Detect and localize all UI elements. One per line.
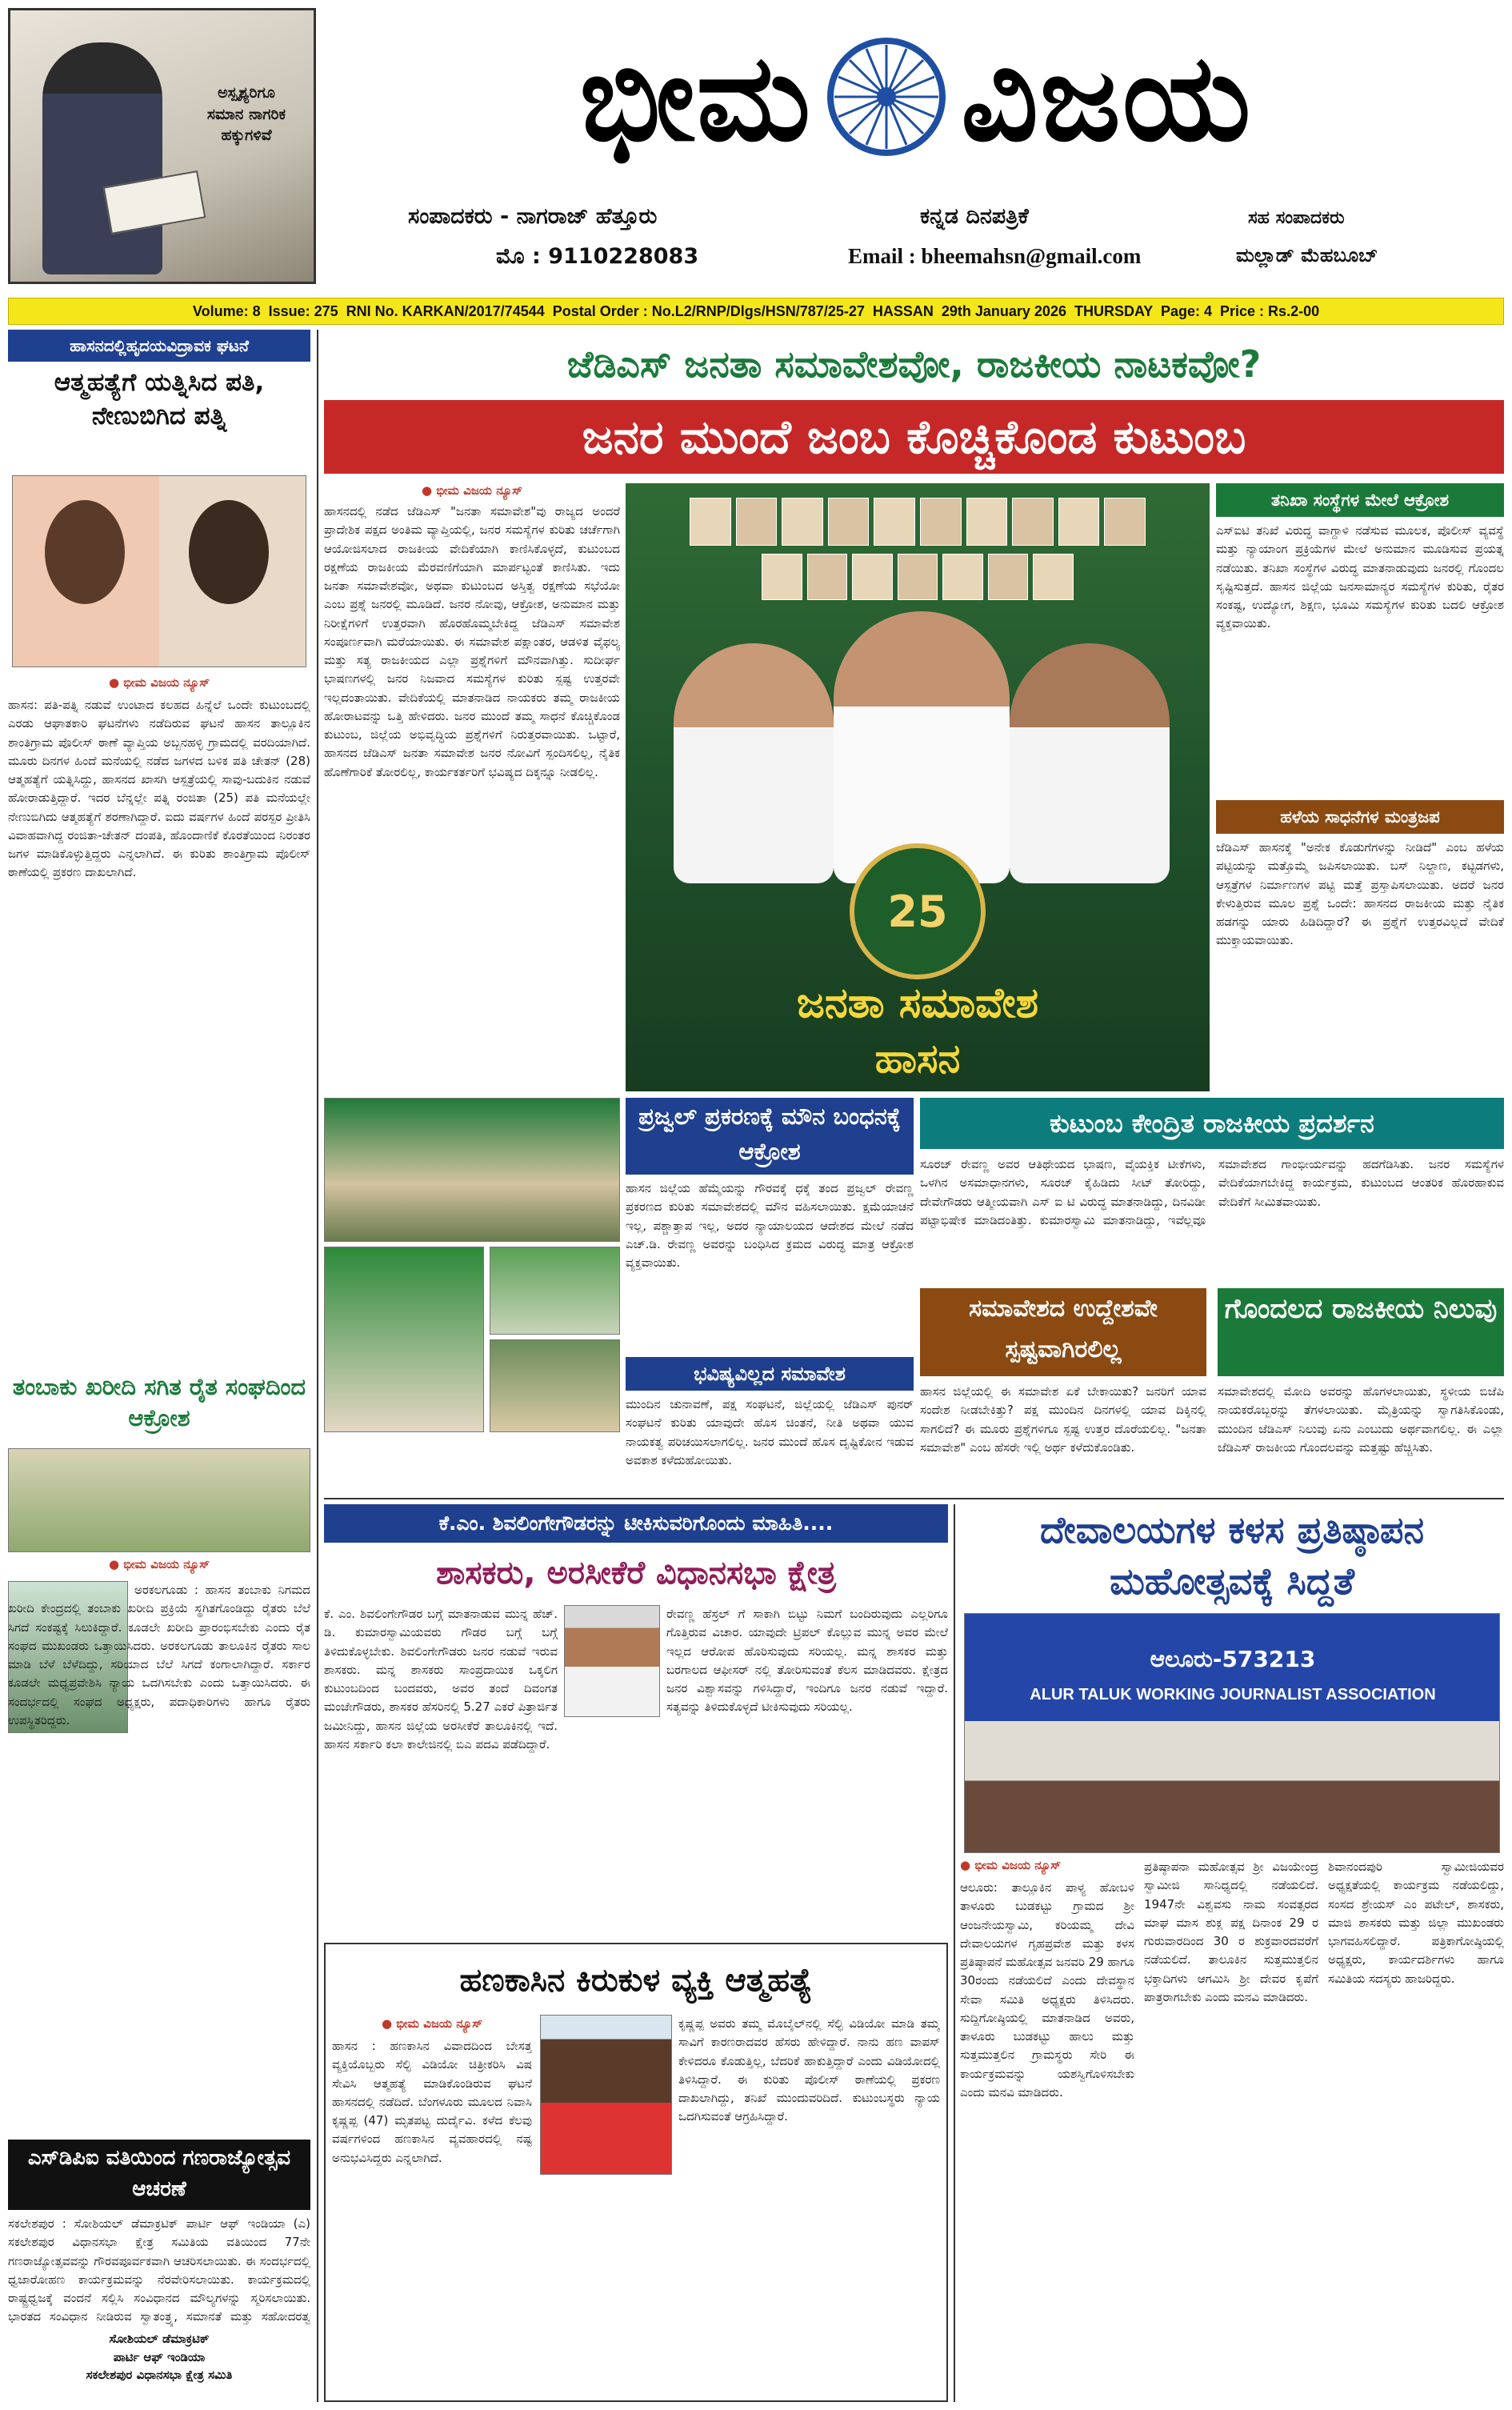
right-sub-1-heading: ತನಿಖಾ ಸಂಸ್ಥೆಗಳ ಮೇಲೆ ಆಕ್ರೋಶ	[1216, 483, 1504, 517]
title-right: ವಿಜಯ	[961, 28, 1253, 168]
rally-photo-2	[324, 1247, 484, 1432]
lead-kicker: ಜೆಡಿಎಸ್ ಜನತಾ ಸಮಾವೇಶವೋ, ರಾಜಕೀಯ ನಾಟಕವೋ?	[566, 342, 1262, 386]
couple-photo	[12, 475, 306, 667]
portrait-figure	[42, 42, 162, 274]
right-sub-2-heading: ಹಳೆಯ ಸಾಧನೆಗಳ ಮಂತ್ರಜಪ	[1216, 800, 1504, 834]
suicide-headline: ಹಣಕಾಸಿನ ಕಿರುಕುಳ ವ್ಯಕ್ತಿ ಆತ್ಮಹತ್ಯೆ	[459, 1962, 813, 1999]
rally-photo-3	[490, 1247, 620, 1335]
poster-leaders-row-2	[762, 554, 1074, 600]
left-headline-1: ಆತ್ಮಹತ್ಯೆಗೆ ಯತ್ನಿಸಿದ ಪತಿ, ನೇಣುಬಿಗಿದ ಪತ್ನಿ	[54, 368, 265, 430]
left-headline-2: ತಂಬಾಕು ಖರೀದಿ ಸಗಿತ ರೈತ ಸಂಘದಿಂದ ಆಕ್ರೋಶ	[12, 1373, 306, 1432]
prajwal-body: ಹಾಸನ ಜಿಲ್ಲೆಯ ಹೆಮ್ಮೆಯನ್ನು ಗೌರವಕ್ಕೆ ಧಕ್ಕೆ ತಂದ ಪ್ರಜ್ವಲ್ ರೇವಣ್ಣ ಪ್ರಕರಣದ ಕುರಿತು ಸಮಾವೇಶದಲ್ಲಿ ಮೌನ ವಹಿಸಲಾಯಿತು. ಕ್ಷಮೆಯಾಚನೆ ಇಲ್ಲ, ಪಶ್ಚಾತ್ತಾಪ ಇಲ್ಲ, ಅದರ ನ್ಯಾಯಾಲಯದ ಆದೇಶದ ಮೇಲೆ ನಡೆದ ಎಚ್.ಡಿ. ರೇವಣ್ಣ ಅವರನ್ನು ಬಂಧಿಸಿದ ಕ್ರಮದ ವಿರುದ್ಧ ಮಾತ್ರ ಆಕ್ರೋಶ ವ್ಯಕ್ತವಾಯಿತು.	[626, 1181, 914, 1270]
badge-number: 25	[887, 886, 948, 937]
sign-line-3: ಸಕಲೇಶಪುರ ವಿಧಾನಸಭಾ ಕ್ಷೇತ್ರ ಸಮಿತಿ	[86, 2368, 233, 2382]
poster-leader-right	[1010, 643, 1170, 883]
byline-1: ● ಭೀಮ ವಿಜಯ ನ್ಯೂಸ್	[8, 675, 310, 690]
temple-body-b: ಪ್ರತಿಷ್ಠಾಪನಾ ಮಹೋತ್ಸವ ಶ್ರೀ ವಿಜಯೇಂದ್ರ ಸ್ವಾಮೀಜಿ ಸಾನಿಧ್ಯದಲ್ಲಿ ನಡೆಯಲಿದೆ. 1947ನೇ ವಿಶ್ವವಸು ನಾಮ ಸಂವತ್ಸರದ ಮಾಘ ಮಾಸ ಶುಕ್ಲ ಪಕ್ಷ ದಿನಾಂಕ 29 ರ ಗುರುವಾರದಿಂದ 30 ರ ಶುಕ್ರವಾರದವರೆಗೆ ನಡೆಯಲಿದೆ. ತಾಲೂಕಿನ ಸುತ್ತಮುತ್ತಲಿನ ಭಕ್ತಾದಿಗಳು ಆಗಮಿಸಿ ಶ್ರೀ ದೇವರ ಕೃಪೆಗೆ ಪಾತ್ರರಾಗಬೇಕು ಎಂದು ಮನವಿ ಮಾಡಿದರು.	[1144, 1860, 1318, 2004]
press-meet-photo	[964, 1613, 1500, 1853]
temple-byline: ● ಭೀಮ ವಿಜಯ ನ್ಯೂಸ್	[960, 1858, 1264, 1872]
banner-kannada: ಆಲೂರು-573213	[1150, 1646, 1316, 1672]
silver-jubilee-badge	[850, 843, 986, 979]
future-body: ಮುಂದಿನ ಚುನಾವಣೆ, ಪಕ್ಷ ಸಂಘಟನೆ, ಜಿಲ್ಲೆಯಲ್ಲಿ ಜೆಡಿಎಸ್ ಪುನರ್ ಸಂಘಟನೆ ಕುರಿತು ಯಾವುದೇ ಹೊಸ ಚಿಂತನೆ, ನೀತಿ ಅಥವಾ ಯುವ ನಾಯಕತ್ವ ಪರಿಚಯಿಸಲಾಗಲಿಲ್ಲ. ಜನರ ಮುಂದೆ ಹೊಸ ದೃಷ್ಟಿಕೋನ ಇಡುವ ಅವಕಾಶ ಕಳೆದುಹೋಯಿತು.	[626, 1397, 914, 1467]
lead-headline: ಜನರ ಮುಂದೆ ಜಂಬ ಕೊಚ್ಚಿಕೊಂಡ ಕುಟುಂಬ	[324, 400, 1504, 474]
farmers-meeting-photo	[8, 1448, 310, 1552]
editor-name: ಸಂಪಾದಕರು - ನಾಗರಾಜ್ ಹೆತ್ತೂರು	[408, 204, 658, 229]
daily-label: ಕನ್ನಡ ದಿನಪತ್ರಿಕೆ	[920, 204, 1029, 229]
rally-photo-4	[490, 1339, 620, 1432]
ambedkar-portrait	[8, 8, 316, 284]
left-tag-1: ಹಾಸನದಲ್ಲಿಹೃದಯವಿದ್ರಾವಕ ಘಟನೆ	[8, 330, 310, 362]
banner-english: ALUR TALUK WORKING JOURNALIST ASSOCIATION	[1030, 1686, 1436, 1703]
section-divider-1	[324, 1498, 1504, 1499]
left-column	[8, 330, 310, 2402]
future-heading: ಭವಿಷ್ಯವಿಲ್ಲದ ಸಮಾವೇಶ	[626, 1357, 914, 1391]
byline-2: ● ಭೀಮ ವಿಜಯ ನ್ಯೂಸ್	[8, 1557, 310, 1571]
article-3-body: ಸಕಲೇಶಪುರ : ಸೋಶಿಯಲ್ ಡೆಮಾಕ್ರಟಿಕ್ ಪಾರ್ಟಿ ಆಫ್ ಇಂಡಿಯಾ (ಎ) ಸಕಲೇಶಪುರ ವಿಧಾನಸಭಾ ಕ್ಷೇತ್ರ ಸಮಿತಿಯ ವತಿಯಿಂದ 77ನೇ ಗಣರಾಜ್ಯೋತ್ಸವವನ್ನು ಗೌರವಪೂರ್ವಕವಾಗಿ ಆಚರಿಸಲಾಯಿತು. ಈ ಸಂದರ್ಭದಲ್ಲಿ ಧ್ವಜಾರೋಹಣ ಕಾರ್ಯಕ್ರಮವನ್ನು ನೆರವೇರಿಸಲಾಯಿತು. ಕಾರ್ಯಕ್ರಮದಲ್ಲಿ ರಾಷ್ಟ್ರಧ್ವಜಕ್ಕೆ ವಂದನೆ ಸಲ್ಲಿಸಿ ಸಂವಿಧಾನದ ಮೌಲ್ಯಗಳನ್ನು ಸ್ಮರಿಸಲಾಯಿತು. ಭಾರತದ ಸಂವಿಧಾನ ನೀಡಿರುವ ಸ್ವಾತಂತ್ರ್ಯ, ಸಮಾನತೆ ಮತ್ತು ಸಹೋದರತ್ವ	[8, 2216, 310, 2324]
purpose-heading: ಸಮಾವೇಶದ ಉದ್ದೇಶವೇ ಸ್ಪಷ್ಟವಾಗಿರಲಿಲ್ಲ	[920, 1288, 1206, 1376]
family-body: ಸೂರಜ್ ರೇವಣ್ಣ ಅವರ ಆತಿಥೇಯದ ಭಾಷಣ, ವೈಯಕ್ತಿಕ ಟೀಕೆಗಳು, ಒಳಗಿನ ಅಸಮಾಧಾನಗಳು, ಸೂರಜ್ ಕೈಹಿಡಿದು ಸೀಟ್ ತೋರಿದ್ದು, ದೇವೇಗೌಡರು ಆತ್ಮೀಯವಾಗಿ ಎಸ್ ಐ ಟಿ ವಿರುದ್ಧ ಮಾತನಾಡಿದ್ದು, ದಿನವಿಡೀ ಪಟ್ಟಾಭಿಷೇಕ ಮಾಡಿದಂತಿತ್ತು. ಕುಮಾರಸ್ವಾಮಿ ಮಾತನಾಡಿದ್ದು, ಇವೆಲ್ಲವೂ ಸಮಾವೇಶದ ಗಾಂಭೀರ್ಯವನ್ನು ಹದಗೆಡಿಸಿತು. ಜನರ ಸಮಸ್ಯೆಗಳ ವೇದಿಕೆಯಾಗಬೇಕಿದ್ದ ಕಾರ್ಯಕ್ರಮ, ಕುಟುಂಬದ ಆಂತರಿಕ ಹೊರಹಾಕುವ ವೇದಿಕೆಗೆ ಸೀಮಿತವಾಯಿತು.	[920, 1157, 1504, 1227]
family-heading: ಕುಟುಂಬ ಕೇಂದ್ರಿತ ರಾಜಕೀಯ ಪ್ರದರ್ಶನ	[920, 1098, 1504, 1149]
suicide-body-b: ಕೃಷ್ಣಪ್ಪ ಅವರು ತಮ್ಮ ಮೊಬೈಲ್‌ನಲ್ಲಿ ಸೆಲ್ಫಿ ವಿಡಿಯೋ ಮಾಡಿ ತಮ್ಮ ಸಾವಿಗೆ ಕಾರಣರಾದವರ ಹೆಸರು ಹೇಳಿದ್ದಾರೆ. ನಾನು ಹಣ ವಾಪಸ್ ಕೇಳಿದರೂ ಕೊಡುತ್ತಿಲ್ಲ, ಬೆದರಿಕೆ ಹಾಕುತ್ತಿದ್ದಾರೆ ಎಂದು ವಿಡಿಯೋದಲ್ಲಿ ತಿಳಿಸಿದ್ದಾರೆ. ಈ ಕುರಿತು ಪೊಲೀಸ್ ಠಾಣೆಯಲ್ಲಿ ಪ್ರಕರಣ ದಾಖಲಾಗಿದ್ದು, ತನಿಖೆ ಮುಂದುವರಿದಿದೆ. ಕುಟುಂಬಸ್ಥರು ನ್ಯಾಯ ಒದಗಿಸುವಂತೆ ಆಗ್ರಹಿಸಿದ್ದಾರೆ.	[678, 2016, 940, 2124]
poster-place: ಹಾಸನ	[874, 1035, 961, 1082]
mla-portrait	[564, 1605, 660, 1717]
co-editor-name: ಮಲ್ಲಾಡ್ ಮೆಹಬೂಬ್	[1236, 244, 1378, 266]
lead-body: ಹಾಸನದಲ್ಲಿ ನಡೆದ ಜೆಡಿಎಸ್ "ಜನತಾ ಸಮಾವೇಶ"ವು ರಾಜ್ಯದ ಅಂದರೆ ಪ್ರಾದೇಶಿಕ ಪಕ್ಷದ ಅಂತಿಮ ವ್ಯಾಪ್ತಿಯಲ್ಲಿ, ಜನರ ಸಮಸ್ಯೆಗಳ ಕುರಿತು ಚರ್ಚೆಗಾಗಿ ಆಯೋಜಿಸಲಾದ ರಾಜಕೀಯ ವೇದಿಕೆಯಾಗಿ ಕಾಣಿಸಿಕೊಳ್ಳದೆ, ಕುಟುಂಬದ ರಕ್ಷಣೆಯ ರಾಜಕೀಯ ಮೆರವಣಿಗೆಯಾಗಿ ಮಾರ್ಪಟ್ಟಂತೆ ಕಾಣಿಸಿತು. ಇದು ಜನತಾ ಸಮಾವೇಶವೋ, ಅಥವಾ ಕುಟುಂಬದ ಅಸ್ತಿತ್ವ ರಕ್ಷಣೆಯ ಸಭೆಯೋ ಎಂಬ ಪ್ರಶ್ನೆ ಜನರಲ್ಲಿ ಮೂಡಿದೆ. ಜನರ ನೋವು, ಆಕ್ರೋಶ, ಅನುಮಾನ ಮತ್ತು ನಿರೀಕ್ಷೆಗಳಿಗೆ ಉತ್ತರವಾಗಿ ಹೊರಹೊಮ್ಮಬೇಕಿದ್ದ ಜೆಡಿಎಸ್ ಸಮಾವೇಶ ಸಂಪೂರ್ಣವಾಗಿ ಮರೆಯಾಯಿತು. ಈ ಸಮಾವೇಶ ಪಕ್ಷಾಂತರ, ಆಡಳಿತ ವೈಫಲ್ಯ ಮತ್ತು ಸತ್ಯ ರಾಜಕೀಯದ ಎಲ್ಲಾ ಪ್ರಶ್ನೆಗಳಿಗೆ ಮೌನವಾಗಿತ್ತು. ಸುದೀರ್ಘ ಭಾಷಣಗಳಲ್ಲಿ ಜನರ ನಿಜವಾದ ಸಮಸ್ಯೆಗಳ ಕುರಿತು ಸ್ಪಷ್ಟ ಉತ್ತರವೇ ಇಲ್ಲದಂತಾಯಿತು. ವೇದಿಕೆಯಲ್ಲಿ ಮಾತನಾಡಿದ ನಾಯಕರು ತಮ್ಮ ರಾಜಕೀಯ ಹೋರಾಟವನ್ನು ಒತ್ತಿ ಹೇಳಿದರು. ಜನರ ಮುಂದೆ ತಮ್ಮ ಸಾಧನೆ ಕೊಚ್ಚಿಕೊಂಡ ಕುಟುಂಬ, ಜಿಲ್ಲೆಯ ಅಭಿವೃದ್ಧಿಯ ಪ್ರಶ್ನೆಗಳಿಗೆ ನಿರುತ್ತರವಾಯಿತು. ಒಟ್ಟಾರೆ, ಹಾಸನದ ಜೆಡಿಎಸ್ ಜನತಾ ಸಮಾವೇಶ ಜನರ ನೋವಿಗೆ ಸ್ಪಂದಿಸಲಿಲ್ಲ, ನೈತಿಕ ಹೊಣೆಗಾರಿಕೆ ತೋರಲಿಲ್ಲ, ಕಾರ್ಯಕರ್ತರಿಗೆ ಭವಿಷ್ಯದ ದಿಕ್ಕನ್ನೂ ನೀಡಲಿಲ್ಲ.	[324, 504, 620, 779]
info-bar	[8, 298, 1504, 325]
article-2-body: ಅರಕಲಗೂಡು : ಹಾಸನ ತಂಬಾಕು ನಿಗಮದ ಖರೀದಿ ಕೇಂದ್ರದಲ್ಲಿ ತಂಬಾಕು ಖರೀದಿ ಪ್ರಕ್ರಿಯೆ ಸ್ಥಗಿತಗೊಂಡಿದ್ದು ರೈತರು ಬೆಲೆ ಸಿಗದೆ ಸಂಕಷ್ಟಕ್ಕೆ ಸಿಲುಕಿದ್ದಾರೆ. ಕೂಡಲೇ ಖರೀದಿ ಪ್ರಾರಂಭಿಸಬೇಕು ಎಂದು ರೈತ ಸಂಘದ ಮುಖಂಡರು ಒತ್ತಾಯಿಸಿದರು. ಅರಕಲಗೂಡು ತಾಲೂಕಿನ ರೈತರು ಸಾಲ ಮಾಡಿ ಬೆಳೆ ಬೆಳೆದಿದ್ದು, ಸರಿಯಾದ ಬೆಲೆ ಸಿಗದೆ ಕಂಗಾಲಾಗಿದ್ದಾರೆ. ಸರ್ಕಾರ ಕೂಡಲೇ ಮಧ್ಯಪ್ರವೇಶಿಸಿ ನ್ಯಾಯ ಒದಗಿಸಬೇಕು ಎಂದು ಒತ್ತಾಯಿಸಿದರು. ಈ ಸಂದರ್ಭದಲ್ಲಿ ಸಂಘದ ಅಧ್ಯಕ್ಷರು, ಪದಾಧಿಕಾರಿಗಳು ಹಾಗೂ ರೈತರು ಉಪಸ್ಥಿತರಿದ್ದರು.	[8, 1583, 310, 1727]
temple-body-a: ಆಲೂರು: ತಾಲ್ಲೂಕಿನ ಪಾಳ್ಯ ಹೋಬಳಿ ತಾಳೂರು ಬುಡಕಟ್ಟು ಗ್ರಾಮದ ಶ್ರೀ ಆಂಜನೇಯಸ್ವಾಮಿ, ಕರಿಯಮ್ಮ ದೇವಿ ದೇವಾಲಯಗಳ ಗೃಹಪ್ರವೇಶ ಮತ್ತು ಕಳಸ ಪ್ರತಿಷ್ಠಾಪನೆ ಮಹೋತ್ಸವ ಜನವರಿ 29 ಹಾಗೂ 30ರಂದು ನಡೆಯಲಿದೆ ಎಂದು ದೇವಸ್ಥಾನ ಸೇವಾ ಸಮಿತಿ ಅಧ್ಯಕ್ಷರು ತಿಳಿಸಿದರು. ಸುದ್ದಿಗೋಷ್ಠಿಯಲ್ಲಿ ಮಾತನಾಡಿದ ಅವರು, ತಾಳೂರು ಬುಡಕಟ್ಟು ಹಾಲು ಮತ್ತು ಸುತ್ತಮುತ್ತಲಿನ ಗ್ರಾಮಸ್ಥರು ಸೇರಿ ಈ ಕಾರ್ಯಕ್ರಮವನ್ನು ಯಶಸ್ವಿಗೊಳಿಸಬೇಕು ಎಂದು ಮನವಿ ಮಾಡಿದರು.	[960, 1880, 1134, 2100]
editor-phone: ಮೊ : 9110228083	[496, 244, 699, 269]
left-headline-3: ಎಸ್‌ಡಿಪಿಐ ವತಿಯಿಂದ ಗಣರಾಜ್ಯೋತ್ಸವ ಆಚರಣೆ	[8, 2140, 310, 2210]
co-editor-label: ಸಹ ಸಂಪಾದಕರು	[1248, 208, 1345, 228]
victim-photo	[540, 2015, 672, 2175]
sign-line-1: ಸೋಶಿಯಲ್ ಡೆಮಾಕ್ರಟಿಕ್	[109, 2332, 210, 2346]
temple-headline: ದೇವಾಲಯಗಳ ಕಳಸ ಪ್ರತಿಷ್ಠಾಪನ ಮಹೋತ್ಸವಕ್ಕೆ ಸಿದ್ದತೆ	[1039, 1508, 1425, 1603]
article-3-signature	[8, 2330, 310, 2384]
shivalinge-kicker: ಕೆ.ಎಂ. ಶಿವಲಿಂಗೇಗೌಡರನ್ನು ಟೀಕಿಸುವರಿಗೊಂದು ಮಾಹಿತಿ....	[324, 1504, 948, 1543]
suicide-body-a: ಹಾಸನ : ಹಣಕಾಸಿನ ವಿವಾದದಿಂದ ಬೇಸತ್ತ ವ್ಯಕ್ತಿಯೊಬ್ಬರು ಸೆಲ್ಫಿ ವಿಡಿಯೋ ಚಿತ್ರೀಕರಿಸಿ ವಿಷ ಸೇವಿಸಿ ಆತ್ಮಹತ್ಯೆ ಮಾಡಿಕೊಂಡಿರುವ ಘಟನೆ ಹಾಸನದಲ್ಲಿ ನಡೆದಿದೆ. ಬೆಂಗಳೂರು ಮೂಲದ ನಿವಾಸಿ ಕೃಷ್ಣಪ್ಪ (47) ಮೃತಪಟ್ಟ ದುರ್ದೈವಿ. ಕಳೆದ ಕೆಲವು ವರ್ಷಗಳಿಂದ ಹಣಕಾಸಿನ ವ್ಯವಹಾರದಲ್ಲಿ ನಷ್ಟ ಅನುಭವಿಸಿದ್ದರು ಎನ್ನಲಾಗಿದೆ.	[332, 2039, 532, 2165]
shivalinge-headline: ಶಾಸಕರು, ಅರಸೀಕೆರೆ ವಿಧಾನಸಭಾ ಕ್ಷೇತ್ರ	[436, 1555, 836, 1591]
contact-email: Email : bheemahsn@gmail.com	[848, 244, 1142, 268]
confuse-heading: ಗೊಂದಲದ ರಾಜಕೀಯ ನಿಲುವು	[1218, 1288, 1504, 1376]
right-sub-2-body: ಜೆಡಿಎಸ್ ಹಾಸನಕ್ಕೆ "ಅನೇಕ ಕೊಡುಗೆಗಳನ್ನು ನೀಡಿದೆ" ಎಂಬ ಹಳೆಯ ಪಟ್ಟಿಯನ್ನು ಮತ್ತೊಮ್ಮೆ ಜಪಿಸಲಾಯಿತು. ಬಸ್ ನಿಲ್ದಾಣ, ಕಟ್ಟಡಗಳು, ಆಸ್ಪತ್ರೆಗಳ ನಿರ್ಮಾಣಗಳ ಪಟ್ಟಿ ಮತ್ತೆ ಪ್ರಸ್ತಾಪಿಸಲಾಯಿತು. ಅದರೆ ಜನರ ಕೇಳುತ್ತಿರುವ ಮೂಲ ಪ್ರಶ್ನೆ ಒಂದೇ: ಹಾಸನದ ರಾಜಕೀಯ ಮತ್ತು ನೈತಿಕ ಹಡಗನ್ನು ಯಾರು ಹಿಡಿದಿದ್ದಾರೆ? ಈ ಪ್ರಶ್ನೆಗೆ ಉತ್ತರವಿಲ್ಲದೆ ವೇದಿಕೆ ಮುಕ್ತಾಯವಾಯಿತು.	[1216, 840, 1504, 948]
masthead-title	[328, 8, 1504, 188]
poster-title: ಜನತಾ ಸಮಾವೇಶ	[796, 979, 1039, 1027]
poster-leader-left	[674, 643, 834, 883]
jds-poster	[626, 483, 1210, 1091]
poster-leaders-row-1	[690, 498, 1146, 546]
shivalinge-body-b: ರೇವಣ್ಣ ಹೆಸ್ರಲ್ ಗೆ ಸಾಕಾಗಿ ಬಿಟ್ಟು ನಿಮಗೆ ಬಂದಿರುವುದು ಎಲ್ಲರಿಗೂ ಗೊತ್ತಿರುವ ವಿಚಾರ. ಯಾವುದೇ ಟ್ರಿಪಲ್ ಕೊಲ್ಲುವ ಮುನ್ನ ಅವರ ಮೇಲೆ ಇಲ್ಲದ ಆರೋಪ ಹೊರಿಸುವುದು ಸರಿಯಲ್ಲ. ಮನ್ನ ಶಾಸಕರ ಮತ್ತು ಬರಗಾಲದ ಆಫೀಸರ್ ನಲ್ಲಿ ತೋರಿಸುವಂತೆ ಕೆಲಸ ಮಾಡಿದವರು. ಕ್ಷೇತ್ರದ ಜನರ ವಿಶ್ವಾಸವನ್ನು ಗಳಿಸಿದ್ದಾರೆ, ಇಂದಿಗೂ ಜನರ ನಡುವೆ ಇದ್ದಾರೆ. ಸತ್ಯವನ್ನು ತಿಳಿದುಕೊಳ್ಳದೆ ಟೀಕಿಸುವುದು ಸರಿಯಲ್ಲ.	[666, 1607, 948, 1715]
portrait-caption-1: ಅಸ್ಪೃಶ್ಯರಿಗೂ	[218, 84, 275, 102]
confuse-body: ಸಮಾವೇಶದಲ್ಲಿ ಮೋದಿ ಅವರನ್ನು ಹೊಗಳಲಾಯಿತು, ಸ್ಥಳೀಯ ಬಿಜೆಪಿ ನಾಯಕರೊಬ್ಬರನ್ನು ತೆಗಳಲಾಯಿತು. ಮೈತ್ರಿಯನ್ನು ಸ್ವಾಗತಿಸಿಕೊಂಡು, ಮುಂದಿನ ಜೆಡಿಎಸ್ ನಿಲುವು ಏನು ಎಂಬುದು ಅರ್ಥವಾಗಲಿಲ್ಲ. ಈ ಎಲ್ಲಾ ಜೆಡಿಎಸ್ ರಾಜಕೀಯ ಗೊಂದಲವನ್ನು ಮತ್ತಷ್ಟು ಹೆಚ್ಚಿಸಿತು.	[1218, 1384, 1504, 1455]
left-column-divider	[317, 330, 318, 2402]
portrait-caption-2: ಸಮಾನ ನಾಗರಿಕ	[206, 105, 286, 123]
sign-line-2: ಪಾರ್ಟಿ ಆಫ್ ಇಂಡಿಯಾ	[113, 2349, 206, 2364]
article-1-body: ಹಾಸನ: ಪತಿ-ಪತ್ನಿ ನಡುವೆ ಉಂಟಾದ ಕಲಹದ ಹಿನ್ನೆಲೆ ಒಂದೇ ಕುಟುಂಬದಲ್ಲಿ ಎರಡು ಆಘಾತಕಾರಿ ಘಟನೆಗಳು ನಡೆದಿರುವ ಘಟನೆ ಹಾಸನ ತಾಲ್ಲೂಕಿನ ಶಾಂತಿಗ್ರಾಮ ಪೊಲೀಸ್ ಠಾಣೆ ವ್ಯಾಪ್ತಿಯ ಅಬ್ಬನಹಳ್ಳಿ ಗ್ರಾಮದಲ್ಲಿ ವರದಿಯಾಗಿದೆ. ಮೂರು ದಿನಗಳ ಹಿಂದೆ ಮನೆಯಲ್ಲಿ ನಡೆದ ಜಗಳದ ಬಳಿಕ ಪತಿ ಚೇತನ್ (28) ಆತ್ಮಹತ್ಯೆಗೆ ಯತ್ನಿಸಿದ್ದು, ಹಾಸನದ ಖಾಸಗಿ ಆಸ್ಪತ್ರೆಯಲ್ಲಿ ಸಾವು-ಬದುಕಿನ ನಡುವೆ ಹೋರಾಡುತ್ತಿದ್ದಾರೆ. ಇದರ ಬೆನ್ನಲ್ಲೇ ಪತ್ನಿ ರಂಜಿತಾ (25) ಪತಿ ಮನೆಯಲ್ಲೇ ನೇಣುಬಿಗಿದು ಆತ್ಮಹತ್ಯೆಗೆ ಶರಣಾಗಿದ್ದಾರೆ. ಐದು ವರ್ಷಗಳ ಹಿಂದೆ ಪರಸ್ಪರ ಪ್ರೀತಿಸಿ ವಿವಾಹವಾಗಿದ್ದ ರಂಜಿತಾ-ಚೇತನ್ ದಂಪತಿ, ಹೊಂದಾಣಿಕೆ ಕೊರತೆಯಿಂದ ನಿರಂತರ ಜಗಳ ಮಾಡಿಕೊಳ್ಳುತ್ತಿದ್ದರು ಎನ್ನಲಾಗಿದೆ. ಈ ಕುರಿತು ಶಾಂತಿಗ್ರಾಮ ಪೊಲೀಸ್ ಠಾಣೆಯಲ್ಲಿ ಪ್ರಕರಣ ದಾಖಲಾಗಿದೆ.	[8, 698, 310, 880]
lead-byline: ● ಭೀಮ ವಿಜಯ ನ್ಯೂಸ್	[324, 483, 620, 498]
section-divider-2	[954, 1504, 955, 2402]
temple-body-c: ಶಿವಾನಂದಪುರಿ ಸ್ವಾಮೀಜಿಯವರ ಅಧ್ಯಕ್ಷತೆಯಲ್ಲಿ ಕಾರ್ಯಕ್ರಮ ನಡೆಯಲಿದ್ದು, ಸಂಸದ ಶ್ರೇಯಸ್ ಎಂ ಪಟೇಲ್, ಶಾಸಕರು, ಮಾಜಿ ಶಾಸಕರು ಮತ್ತು ಜಿಲ್ಲಾ ಮುಖಂಡರು ಭಾಗವಹಿಸಲಿದ್ದಾರೆ. ಪತ್ರಿಕಾಗೋಷ್ಠಿಯಲ್ಲಿ ಅಧ್ಯಕ್ಷರು, ಕಾರ್ಯದರ್ಶಿಗಳು ಹಾಗೂ ಸಮಿತಿಯ ಸದಸ್ಯರು ಹಾಜರಿದ್ದರು.	[1328, 1860, 1504, 1986]
poster-leader-center	[834, 611, 1010, 883]
suicide-byline: ● ಭೀಮ ವಿಜಯ ನ್ಯೂಸ್	[332, 2016, 532, 2031]
purpose-body: ಹಾಸನ ಜಿಲ್ಲೆಯಲ್ಲಿ ಈ ಸಮಾವೇಶ ಏಕೆ ಬೇಕಾಯಿತು? ಜನರಿಗೆ ಯಾವ ಸಂದೇಶ ನೀಡಬೇಕಿತ್ತು? ಪಕ್ಷ ಮುಂದಿನ ದಿನಗಳಲ್ಲಿ ಯಾವ ದಿಕ್ಕಿನಲ್ಲಿ ಸಾಗಲಿದೆ? ಈ ಮೂರು ಪ್ರಶ್ನೆಗಳಿಗೂ ಸ್ಪಷ್ಟ ಉತ್ತರ ದೊರೆಯಲಿಲ್ಲ. "ಜನತಾ ಸಮಾವೇಶ" ಎಂಬ ಹೆಸರೇ ಇಲ್ಲಿ ಅರ್ಥ ಕಳೆದುಕೊಂಡಿತು.	[920, 1384, 1206, 1455]
prajwal-heading: ಪ್ರಜ್ವಲ್ ಪ್ರಕರಣಕ್ಕೆ ಮೌನ ಬಂಧನಕ್ಕೆ ಆಕ್ರೋಶ	[626, 1098, 914, 1175]
right-sub-1-body: ಎಸ್‌ಐಟಿ ತನಿಖೆ ವಿರುದ್ಧ ವಾಗ್ದಾಳಿ ನಡೆಸುವ ಮೂಲಕ, ಪೊಲೀಸ್ ವ್ಯವಸ್ಥೆ ಮತ್ತು ನ್ಯಾಯಾಂಗ ಪ್ರಕ್ರಿಯೆಗಳ ಮೇಲೆ ಅನುಮಾನ ಮೂಡಿಸುವ ಪ್ರಯತ್ನ ನಡೆಯಿತು. ತನಿಖಾ ಸಂಸ್ಥೆಗಳ ವಿರುದ್ಧ ಮಾತನಾಡುವುದು ಜನರಲ್ಲಿ ಗೊಂದಲ ಸೃಷ್ಟಿಸುತ್ತದೆ. ಹಾಸನ ಜಿಲ್ಲೆಯ ಜನಸಾಮಾನ್ಯರ ಸಮಸ್ಯೆಗಳ ಕುರಿತು, ರೈತರ ಸಂಕಷ್ಟ, ಉದ್ಯೋಗ, ಶಿಕ್ಷಣ, ಭೂಮಿ ಸಮಸ್ಯೆಗಳ ಕುರಿತು ಬದಲಿ ಆಕ್ರೋಶ ವ್ಯಕ್ತವಾಯಿತು.	[1216, 523, 1504, 631]
ashoka-chakra-icon	[826, 37, 946, 160]
shivalinge-body-a: ಕೆ. ಎಂ. ಶಿವಲಿಂಗೇಗೌಡರ ಬಗ್ಗೆ ಮಾತನಾಡುವ ಮುನ್ನ ಹೆಚ್. ಡಿ. ಕುಮಾರಸ್ವಾಮಿಯವರು ಗೌಡರ ಬಗ್ಗೆ ಬಗ್ಗೆ ತಿಳಿದುಕೊಳ್ಳಬೇಕು. ಶಿವಲಿಂಗೇಗೌಡರು ಜನರ ನಡುವೆ ಇರುವ ಶಾಸಕರು. ಮನ್ನ ಶಾಸಕರು ಸಾಂಪ್ರದಾಯಿಕ ಒಕ್ಕಲಿಗ ಕುಟುಂಬದಿಂದ ಬಂದವರು, ಅವರ ತಂದೆ ದಿವಂಗತ ಮಂಜೇಗೌಡರು, ಶಾಸಕರ ಹೆಸರಿನಲ್ಲಿ 5.27 ಎಕರೆ ಪಿತ್ರಾರ್ಜಿತ ಜಮೀನಿದ್ದು, ಹಾಸನ ಜಿಲ್ಲೆಯ ಅರಸೀಕೆರೆ ತಾಲೂಕಿನಲ್ಲಿ ಇದೆ. ಹಾಸನ ಸರ್ಕಾರಿ ಕಲಾ ಕಾಲೇಜಿನಲ್ಲಿ ಬಿಎ ಪದವಿ ಪಡೆದಿದ್ದಾರೆ.	[324, 1607, 558, 1751]
portrait-caption-3: ಹಕ್ಕುಗಳಿವೆ	[221, 126, 272, 145]
title-left: ಭೀಮ	[579, 28, 813, 168]
rally-photo-1	[324, 1098, 620, 1242]
masthead	[0, 0, 1512, 296]
info-bar-text: Volume: 8 Issue: 275 RNI No. KARKAN/2017/74544 Postal Order : No.L2/RNP/Dlgs/HSN/787/25-27 HASSAN 29th January 2026 THURSDAY Page: 4 Price : Rs.2-00	[192, 302, 1320, 319]
